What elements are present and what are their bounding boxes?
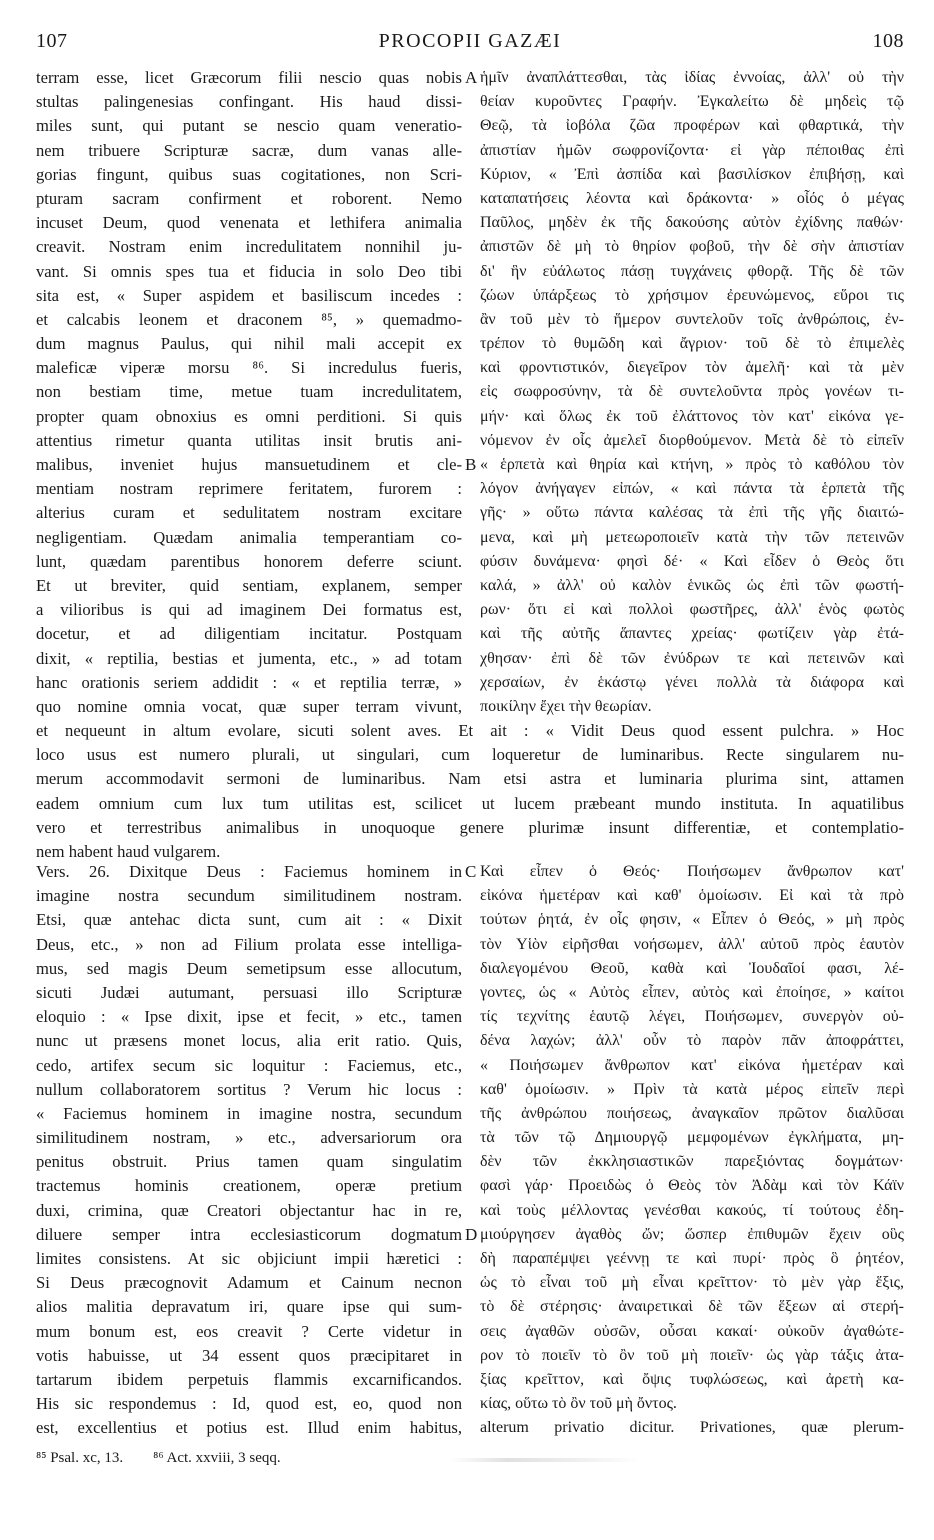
text-line: τρέπον τὸ θυμῶδη καὶ ἄγριον· τοῦ δὲ τὸ ἐπιμελὲς xyxy=(480,335,904,353)
text-line: ἀπιστίαν ἡμῶν σωφρονίζοντα· εἰ γὰρ πέποιθας ἐπὶ xyxy=(480,141,904,159)
text-line: nullum collaboratorem sortitus ? Verum hic locus : xyxy=(36,1079,462,1099)
greek-column-upper xyxy=(480,66,904,719)
text-line: καταπατήσεις λέοντα καὶ δράκοντα· » οἷός ὁ μέγας xyxy=(480,189,904,207)
text-line: καὶ τῆς αὐτῆς ἅπαντες χρείας· φωτίζειν γὰρ ἐτά- xyxy=(480,625,904,643)
text-line: His sic respondemus : Id, quod est, eo, quod non xyxy=(36,1394,462,1414)
text-line: χθησαν· ἐπὶ δὲ τῶν ἐνύδρων τε καὶ πετεινῶν καὶ xyxy=(480,649,904,667)
text-line: docetur, et ad diligentiam incitatur. Postquam xyxy=(36,624,462,644)
text-line: sicuti Judæi autumant, persuasi illo Scripturæ xyxy=(36,982,462,1002)
text-line: γῆς· » οὕτω πάντα καλέσας τὰ ἐπὶ τῆς γῆς διαιτώ- xyxy=(480,504,904,522)
text-line: vant. Si omnis spes tua et fiducia in solo Deo tibi xyxy=(36,261,462,281)
latin-column-lower xyxy=(36,860,462,1441)
text-line: nunc ut præsens monet locus, alia erit ratio. Quis, xyxy=(36,1031,462,1051)
text-line: καλά, » ἀλλ' οὐ καλὸν ἑνικῶς ὡς ἐπὶ τῶν φωστή- xyxy=(480,576,904,594)
text-line: δένα λαχών; ἀλλ' οὖν τὸ παρὸν πᾶν ἀποφράττει, xyxy=(480,1032,904,1050)
text-line: eloquio : « Ipse dixit, ipse et fecit, » etc., tamen xyxy=(36,1007,462,1027)
text-line: terram esse, licet Græcorum filii nescio quas nobis xyxy=(36,68,462,87)
text-line: εἰκόνα ἡμετέραν καὶ καθ' ὁμοίωσιν. Εἰ καὶ τὰ πρὸ xyxy=(480,887,904,905)
text-line: καθ' ὁμοίωσιν. » Πρὶν τὰ κατὰ μέρος εἰπεῖν περὶ xyxy=(480,1080,904,1098)
text-line: lunt, quædam parentibus honorem deferre sciunt. xyxy=(36,551,462,571)
text-line: ἡμῖν ἀναπλάττεσθαι, τὰς ἰδίας ἐννοίας, ἀλλ' οὐ τὴν xyxy=(480,69,904,86)
text-line: χερσαίων, ἐν ἑκάστῳ γένει πολλὰ τὰ διάφορα καὶ xyxy=(480,673,904,691)
text-line: « Ποιήσωμεν ἄνθρωπον κατ' εἰκόνα ἡμετέραν καὶ xyxy=(480,1056,904,1074)
text-line: τὰ τῶν τῷ Δημιουργῷ μεμφομένων ἐγκλήματα, μη- xyxy=(480,1129,904,1147)
text-line: diluere semper intra ecclesiasticorum dogmatum xyxy=(36,1224,462,1244)
text-line: γοντες, ὡς « Αὐτὸς εἶπεν, αὐτὸς καὶ ἐποίησε, » καίτοι xyxy=(480,983,904,1001)
text-line: ἀπιστῶν δὲ μὴ τὸ θηρίον φοβοῦ, τὴν δὲ σὴν ἀπιστίαν xyxy=(480,238,904,256)
text-line: κίας, οὕτω τὸ ὂν τοῦ μὴ ὄντος. xyxy=(480,1395,677,1413)
text-line: incuset Deum, quod venenata et lethifera animalia xyxy=(36,213,462,233)
text-line: alterum privatio dicitur. Privationes, quæ plerum- xyxy=(480,1419,904,1437)
text-line: duxi, crimina, quæ Creatori objectantur hac in re, xyxy=(36,1200,462,1220)
text-line: alterius curam et sedulitatem nostram excitare xyxy=(36,503,462,523)
text-line: tractemus hominis creationem, operæ pretium xyxy=(36,1176,462,1196)
text-line: alios malitia depravatum iri, quare ipse qui sum- xyxy=(36,1297,462,1317)
text-line: δὲν τῶν ἐκκλησιαστικῶν παρεξιόντας δογμάτων· xyxy=(480,1153,904,1171)
text-line: διαλεγομένου Θεοῦ, καθὰ καὶ Ἰουδαῖοί φασι, λέ- xyxy=(480,959,904,977)
latin-column-upper xyxy=(36,66,462,719)
text-line: τῆς ἀνθρώπου ποιήσεως, ἀναγκαῖον πρῶτον διαλῦσαι xyxy=(480,1104,904,1122)
scan-smudge xyxy=(450,1458,640,1462)
text-line: τίς τεχνίτης ἑαυτῷ λέγει, Ποιήσωμεν, συνεργὸν οὐ- xyxy=(480,1008,904,1026)
text-line: votis habuisse, ut 34 essent quos præcipitaret in xyxy=(36,1345,462,1365)
text-line: τὸ δὲ στέρησις· ἀναιρετικαὶ δὲ τῶν ἕξεων αἱ στερή- xyxy=(480,1298,904,1316)
text-line: εἰς σωφροσύνην, τὰ δὲ συντελοῦντα πρὸς γονέων τι- xyxy=(480,383,904,401)
text-line: « ἑρπετὰ καὶ θηρία καὶ κτήνη, » πρὸς τὸ καθόλου τὸν xyxy=(480,456,904,473)
text-line: ρον τὸ ποιεῖν τὸ ὂν τοῦ μὴ ποιεῖν· ὡς γὰρ τάξις ἀτα- xyxy=(480,1346,904,1364)
text-line: pturam sacram confirment et roborent. Nemo xyxy=(36,188,462,208)
footnote: ⁸⁵ Psal. xc, 13. xyxy=(36,1450,124,1466)
text-line: merum accommodavit sermoni de luminaribus. Nam etsi astra et luminaria plurima sint, attamen xyxy=(36,769,904,789)
latin-full-width-paragraph xyxy=(36,719,904,864)
text-line: a vilioribus is qui ad imaginem Dei formatus est, xyxy=(36,600,462,620)
text-line: μήν· καὶ ὅλως ἐκ τοῦ ἐλάττονος τὸν κατ' εἰκόνα γε- xyxy=(480,407,904,425)
section-marker-d: D xyxy=(465,1225,478,1244)
section-marker-a: A xyxy=(465,68,478,87)
running-header xyxy=(36,30,904,60)
text-line: σεις ἀγαθῶν οὐσῶν, οὖσαι κακαί· οὐκοῦν ἀγαθώτε- xyxy=(480,1322,904,1340)
text-line: sita est, « Super aspidem et basiliscum incedes : xyxy=(36,285,462,305)
footnotes xyxy=(36,1450,281,1467)
text-line: negligentiam. Quædam animalia temperantiam co- xyxy=(36,527,462,547)
page-number-right: 108 xyxy=(872,30,904,52)
text-line: ποικίλην ἔχει τὴν θεωρίαν. xyxy=(480,697,652,715)
text-line: miles sunt, qui putant se nescio quam veneratio- xyxy=(36,116,462,136)
text-line: ρων· ὅτι εἰ καὶ πολλοὶ φωστῆρες, ἀλλ' ἑνὸς φωτὸς xyxy=(480,601,904,619)
text-line: stultas palingenesias confingant. His haud dissi- xyxy=(36,92,462,112)
text-line: Κύριον, « Ἐπὶ ἀσπίδα καὶ βασιλίσκον ἐπιβήσῃ, καὶ xyxy=(480,165,904,183)
text-line: malibus, inveniet hujus mansuetudinem et cle- xyxy=(36,455,462,474)
text-line: Et ut breviter, quid sentiam, explanem, semper xyxy=(36,575,462,595)
text-line: mus, sed magis Deum semetipsum esse allocutum, xyxy=(36,958,462,978)
text-line: et calcabis leonem et draconem ⁸⁵, » quemadmo- xyxy=(36,309,462,329)
text-line: non bestiam time, metue tuam incredulitatem, xyxy=(36,382,462,402)
text-line: est, excellentius et potius est. Illud enim habitus, xyxy=(36,1418,462,1438)
text-line: mum bonum est, eos creavit ? Certe videtur in xyxy=(36,1321,462,1341)
text-line: hanc orationis seriem addidit : « et reptilia terræ, » xyxy=(36,672,462,692)
text-line: μιούργησεν ἀγαθὸς ὤν; ὥσπερ ἐπιθυμῶν ἔχειν οὓς xyxy=(480,1225,904,1243)
text-line: νόμενον ἐν οἷς ἀμελεῖ διορθούμενον. Μετὰ δὲ τὸ εἰπεῖν xyxy=(480,431,904,449)
text-line: vero et terrestribus animalibus in unoquoque genere plurimæ insunt differentiæ, et contemplatio- xyxy=(36,817,904,837)
text-line: tartarum ibidem perpetuis flammis excarnificandos. xyxy=(36,1369,462,1389)
text-line: creavit. Nostram enim incredulitatem nonnihil ju- xyxy=(36,237,462,257)
text-line: propter quam obnoxius es omni perditioni. Si quis xyxy=(36,406,462,426)
text-line: Si Deus præcognovit Adamum et Cainum necnon xyxy=(36,1273,462,1293)
text-line: θείαν κυροῦντες Γραφήν. Ἐγκαλείτω δὲ μηδεὶς τῷ xyxy=(480,93,904,111)
text-line: cedo, artifex secum sic loquitur : Faciemus, etc., xyxy=(36,1055,462,1075)
text-line: Θεῷ, τὰ ἰοβόλα ζῶα προφέρων καὶ φθαρτικά, τὴν xyxy=(480,117,904,135)
text-line: similitudinem nostram, » etc., adversariorum ora xyxy=(36,1128,462,1148)
text-line: quo nomine omnia vocat, quæ super terram vivunt, xyxy=(36,696,462,716)
section-marker-c: C xyxy=(465,862,477,881)
text-line: φύσιν δυνάμενα· φησὶ δέ· « Καὶ εἶδεν ὁ Θεὸς ὅτι xyxy=(480,552,904,570)
text-line: φασὶ γάρ· Προειδὼς ὁ Θεὸς τὸν Ἀδὰμ καὶ τὸν Κάϊν xyxy=(480,1177,904,1195)
text-line: Deus, etc., » non ad Filium prolata esse intelliga- xyxy=(36,934,462,954)
text-line: ὡς τὸ εἶναι τοῦ μὴ εἶναι κρεῖττον· τὸ μὲν γὰρ ἕξις, xyxy=(480,1274,904,1292)
text-line: δὴ παραπέμψει γεέννῃ τε καὶ πυρί· πρὸς ὃ ῥητέον, xyxy=(480,1250,904,1267)
text-line: imagine nostra secundum similitudinem nostram. xyxy=(36,886,462,906)
text-line: καὶ τοὺς μέλλοντας γενέσθαι κακούς, τί τούτους ἐδη- xyxy=(480,1201,904,1219)
text-line: Vers. 26. Dixitque Deus : Faciemus hominem in xyxy=(36,862,462,881)
text-line: loco usus est numero plurali, ut singulari, cum loqueretur de luminaribus. Recte singularem nu- xyxy=(36,745,904,765)
text-line: λόγον ἀνήγαγεν εἰπών, « καὶ πάντα τὰ ἑρπετὰ τῆς xyxy=(480,480,904,498)
text-line: et nequeunt in altum evolare, sicuti solent aves. Et ait : « Vidit Deus quod essent pulchra. » Hoc xyxy=(36,721,904,740)
text-line: ἂν τοῦ μὲν τὸ ἥμερον συντελοῦν τοῖς ἀνθρώποις, ἐν- xyxy=(480,310,904,328)
text-line: τὸν Υἱὸν εἰρῆσθαι νοήσωμεν, ἀλλ' αὐτοῦ πρὸς ἑαυτὸν xyxy=(480,935,904,953)
footnote: ⁸⁶ Act. xxviii, 3 seqq. xyxy=(153,1450,281,1466)
text-line: nem tribuere Scripturæ sacræ, dum vanas alle- xyxy=(36,140,462,160)
text-line: Καὶ εἶπεν ὁ Θεός· Ποιήσωμεν ἄνθρωπον κατ' xyxy=(480,863,904,880)
text-line: « Faciemus hominem in imagine nostra, secundum xyxy=(36,1103,462,1123)
running-title: PROCOPII GAZÆI xyxy=(378,30,562,52)
text-line: dum magnus Paulus, qui nihil mali accepit ex xyxy=(36,334,462,354)
text-line: eadem omnium cum lux tum utilitas est, scilicet ut lucem præbeant mundo instituta. In aquatilibus xyxy=(36,793,904,813)
greek-column-lower xyxy=(480,860,904,1441)
text-line: gorias fingunt, quibus suas cogitationes, non Scri- xyxy=(36,164,462,184)
text-line: nem habent haud vulgarem. xyxy=(36,841,221,861)
text-line: attentius rimetur quanta utilitas insit brutis ani- xyxy=(36,430,462,450)
text-line: Παῦλος, μηδὲν ἐκ τῆς δακούσης αὐτὸν ἐχίδνης παθών· xyxy=(480,214,904,232)
text-line: Etsi, quæ antehac dicta sunt, cum ait : « Dixit xyxy=(36,910,462,930)
text-line: penitus obstruit. Prius tamen quam singulatim xyxy=(36,1152,462,1172)
text-line: τούτων ῥητά, ἐν οἷς φησιν, « Εἶπεν ὁ Θεός, » μὴ πρὸς xyxy=(480,911,904,929)
text-line: ζώων ὑπάρξεως τὸ χρήσιμον ἐρευνώμενος, εὕροι τις xyxy=(480,286,904,304)
text-line: limites consistens. At sic objiciunt impii hæretici : xyxy=(36,1249,462,1268)
text-line: dixit, « reptilia, bestias et jumenta, etc., » ad totam xyxy=(36,648,462,668)
text-line: δι' ἣν εὐάλωτος πάσῃ τυγχάνεις φθορᾷ. Τῆς δὲ τῶν xyxy=(480,262,904,280)
section-marker-b: B xyxy=(465,455,477,474)
page-number-left: 107 xyxy=(36,30,68,52)
text-line: maleficæ viperæ morsu ⁸⁶. Si incredulus fueris, xyxy=(36,358,462,378)
text-line: καὶ φροντιστικόν, διεγεῖρον τὸν ἀμελῆ· καὶ τὰ μὲν xyxy=(480,359,904,377)
text-line: μενα, καὶ μὴ μετεωροποιεῖν κατὰ τὴν τῶν πετεινῶν xyxy=(480,528,904,546)
text-line: ξίας κρεῖττον, καὶ ὄψις τυφλώσεως, καὶ ἀρετὴ κα- xyxy=(480,1370,904,1388)
text-line: mentiam nostram reprimere feritatem, furorem : xyxy=(36,479,462,499)
